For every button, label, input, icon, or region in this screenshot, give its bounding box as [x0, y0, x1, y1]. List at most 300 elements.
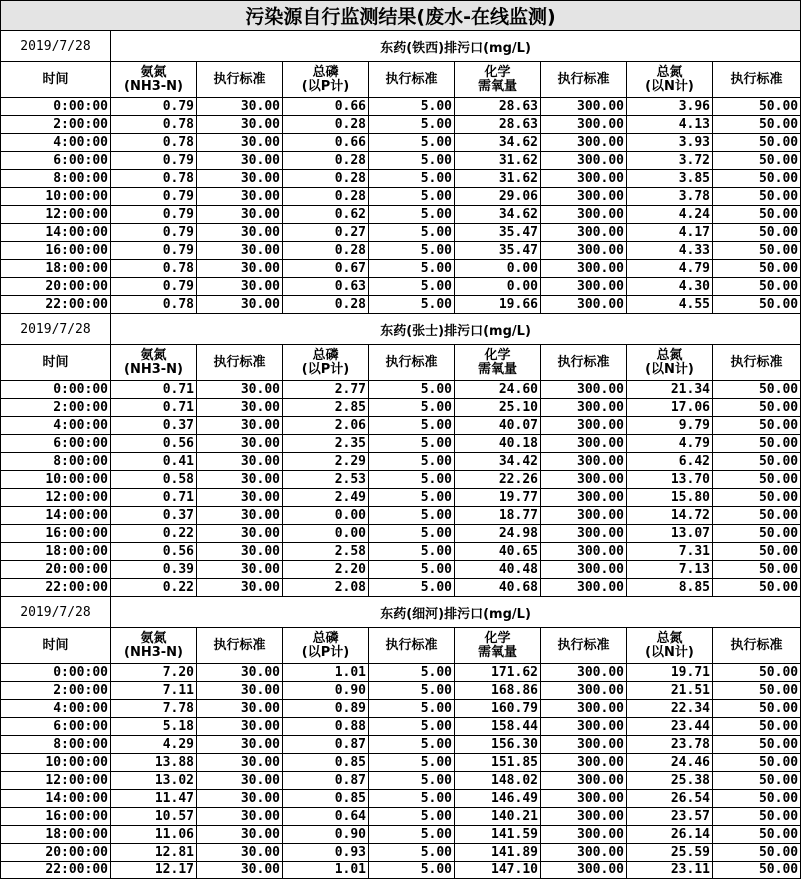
tp-value: 0.67 [283, 260, 369, 278]
tn-standard: 50.00 [713, 399, 801, 417]
tn-value: 23.57 [627, 808, 713, 826]
tp-value: 0.66 [283, 98, 369, 116]
tp-standard: 5.00 [369, 543, 455, 561]
tp-standard: 5.00 [369, 417, 455, 435]
table-row [1, 381, 801, 399]
table-row [1, 543, 801, 561]
nh3-value: 0.39 [111, 561, 197, 579]
table-row [1, 561, 801, 579]
header-tp-standard-line: 执行标准 [385, 637, 438, 653]
tp-value: 0.87 [283, 772, 369, 790]
time-cell: 4:00:00 [1, 700, 111, 718]
tp-value: 1.01 [283, 664, 369, 682]
cod-standard: 300.00 [541, 826, 627, 844]
table-row [1, 826, 801, 844]
report-title: 污染源自行监测结果(废水-在线监测) [1, 1, 801, 31]
time-cell: 16:00:00 [1, 525, 111, 543]
header-tn-standard-line: 执行标准 [730, 71, 783, 87]
table-row [1, 700, 801, 718]
tp-value: 0.93 [283, 844, 369, 862]
table-row [1, 170, 801, 188]
cod-value: 35.47 [455, 242, 541, 260]
header-tn-standard [713, 62, 801, 98]
cod-standard: 300.00 [541, 152, 627, 170]
tn-value: 15.80 [627, 489, 713, 507]
tn-standard: 50.00 [713, 543, 801, 561]
table-row [1, 736, 801, 754]
cod-standard: 300.00 [541, 664, 627, 682]
tp-standard: 5.00 [369, 152, 455, 170]
header-tn-line: (以N计) [645, 361, 694, 377]
cod-value: 148.02 [455, 772, 541, 790]
nh3-value: 0.78 [111, 296, 197, 314]
nh3-value: 0.78 [111, 170, 197, 188]
nh3-standard: 30.00 [197, 152, 283, 170]
header-tn-standard-line: 执行标准 [730, 637, 783, 653]
nh3-standard: 30.00 [197, 170, 283, 188]
nh3-value: 12.81 [111, 844, 197, 862]
nh3-value: 0.71 [111, 489, 197, 507]
tn-standard: 50.00 [713, 98, 801, 116]
time-cell: 8:00:00 [1, 453, 111, 471]
tp-value: 2.53 [283, 471, 369, 489]
tp-value: 0.63 [283, 278, 369, 296]
nh3-value: 11.06 [111, 826, 197, 844]
tn-value: 4.17 [627, 224, 713, 242]
tn-value: 21.34 [627, 381, 713, 399]
cod-standard: 300.00 [541, 471, 627, 489]
tn-standard: 50.00 [713, 844, 801, 862]
tn-standard: 50.00 [713, 278, 801, 296]
nh3-value: 0.79 [111, 188, 197, 206]
cod-standard: 300.00 [541, 862, 627, 879]
header-time-line: 时间 [42, 71, 69, 87]
header-cod-standard [541, 628, 627, 664]
header-tn [627, 62, 713, 98]
nh3-standard: 30.00 [197, 790, 283, 808]
cod-value: 40.68 [455, 579, 541, 597]
header-tn-line: (以N计) [645, 78, 694, 94]
cod-standard: 300.00 [541, 507, 627, 525]
tn-standard: 50.00 [713, 772, 801, 790]
column-header-row [1, 628, 801, 664]
tp-standard: 5.00 [369, 278, 455, 296]
table-row [1, 98, 801, 116]
tp-value: 2.77 [283, 381, 369, 399]
tn-standard: 50.00 [713, 453, 801, 471]
cod-standard: 300.00 [541, 736, 627, 754]
table-row [1, 844, 801, 862]
header-cod-standard-line: 执行标准 [557, 637, 610, 653]
section-date: 2019/7/28 [1, 31, 111, 62]
tp-value: 2.49 [283, 489, 369, 507]
tn-value: 23.44 [627, 718, 713, 736]
tn-standard: 50.00 [713, 826, 801, 844]
section-outlet-title: 东药(铁西)排污口(mg/L) [111, 31, 801, 62]
nh3-value: 0.71 [111, 399, 197, 417]
cod-standard: 300.00 [541, 116, 627, 134]
header-time [1, 62, 111, 98]
cod-value: 40.18 [455, 435, 541, 453]
cod-standard: 300.00 [541, 296, 627, 314]
tn-value: 7.31 [627, 543, 713, 561]
tn-standard: 50.00 [713, 862, 801, 879]
time-cell: 14:00:00 [1, 507, 111, 525]
tp-standard: 5.00 [369, 170, 455, 188]
tn-value: 3.85 [627, 170, 713, 188]
section-date: 2019/7/28 [1, 597, 111, 628]
tp-value: 2.58 [283, 543, 369, 561]
nh3-standard: 30.00 [197, 116, 283, 134]
time-cell: 10:00:00 [1, 754, 111, 772]
tp-standard: 5.00 [369, 664, 455, 682]
nh3-value: 5.18 [111, 718, 197, 736]
cod-value: 24.60 [455, 381, 541, 399]
cod-value: 34.42 [455, 453, 541, 471]
cod-value: 171.62 [455, 664, 541, 682]
tn-standard: 50.00 [713, 206, 801, 224]
header-tp-line: 总磷 [312, 630, 339, 646]
cod-value: 19.77 [455, 489, 541, 507]
tn-standard: 50.00 [713, 790, 801, 808]
nh3-value: 0.78 [111, 260, 197, 278]
table-row [1, 489, 801, 507]
header-tp-standard-line: 执行标准 [385, 71, 438, 87]
nh3-standard: 30.00 [197, 134, 283, 152]
time-cell: 10:00:00 [1, 188, 111, 206]
tp-value: 0.27 [283, 224, 369, 242]
nh3-standard: 30.00 [197, 844, 283, 862]
cod-value: 140.21 [455, 808, 541, 826]
time-cell: 20:00:00 [1, 561, 111, 579]
nh3-standard: 30.00 [197, 381, 283, 399]
time-cell: 16:00:00 [1, 808, 111, 826]
table-row [1, 116, 801, 134]
tp-value: 0.28 [283, 152, 369, 170]
cod-standard: 300.00 [541, 790, 627, 808]
tp-standard: 5.00 [369, 772, 455, 790]
nh3-value: 0.56 [111, 543, 197, 561]
nh3-value: 11.47 [111, 790, 197, 808]
nh3-value: 0.79 [111, 98, 197, 116]
tn-standard: 50.00 [713, 489, 801, 507]
nh3-value: 7.20 [111, 664, 197, 682]
header-nh3-standard-line: 执行标准 [213, 354, 266, 370]
header-tp-standard-line: 执行标准 [385, 354, 438, 370]
cod-standard: 300.00 [541, 278, 627, 296]
nh3-standard: 30.00 [197, 772, 283, 790]
time-cell: 22:00:00 [1, 862, 111, 879]
tp-value: 2.08 [283, 579, 369, 597]
tp-standard: 5.00 [369, 826, 455, 844]
header-tn-line: 总氮 [656, 630, 683, 646]
section-header [1, 314, 801, 345]
cod-standard: 300.00 [541, 417, 627, 435]
tn-value: 25.38 [627, 772, 713, 790]
tn-value: 21.51 [627, 682, 713, 700]
table-row [1, 471, 801, 489]
cod-value: 40.65 [455, 543, 541, 561]
cod-value: 40.07 [455, 417, 541, 435]
nh3-value: 0.79 [111, 224, 197, 242]
tp-standard: 5.00 [369, 435, 455, 453]
nh3-standard: 30.00 [197, 700, 283, 718]
tp-standard: 5.00 [369, 98, 455, 116]
time-cell: 14:00:00 [1, 790, 111, 808]
cod-standard: 300.00 [541, 381, 627, 399]
table-row [1, 579, 801, 597]
header-tn-standard-line: 执行标准 [730, 354, 783, 370]
tp-standard: 5.00 [369, 700, 455, 718]
header-cod-line: 化学 [484, 64, 511, 80]
nh3-standard: 30.00 [197, 417, 283, 435]
cod-standard: 300.00 [541, 242, 627, 260]
nh3-value: 0.79 [111, 278, 197, 296]
header-tp [283, 62, 369, 98]
tn-standard: 50.00 [713, 718, 801, 736]
cod-value: 0.00 [455, 260, 541, 278]
header-tp-line: (以P计) [301, 78, 350, 94]
cod-value: 19.66 [455, 296, 541, 314]
cod-standard: 300.00 [541, 399, 627, 417]
time-cell: 16:00:00 [1, 242, 111, 260]
tn-standard: 50.00 [713, 242, 801, 260]
cod-standard: 300.00 [541, 772, 627, 790]
table-row [1, 507, 801, 525]
tp-standard: 5.00 [369, 471, 455, 489]
tn-standard: 50.00 [713, 116, 801, 134]
nh3-standard: 30.00 [197, 862, 283, 879]
time-cell: 18:00:00 [1, 543, 111, 561]
tp-value: 0.90 [283, 826, 369, 844]
time-cell: 8:00:00 [1, 736, 111, 754]
nh3-standard: 30.00 [197, 808, 283, 826]
tn-standard: 50.00 [713, 134, 801, 152]
table-row [1, 206, 801, 224]
cod-standard: 300.00 [541, 700, 627, 718]
header-tn [627, 628, 713, 664]
header-tn-standard [713, 345, 801, 381]
tp-standard: 5.00 [369, 489, 455, 507]
time-cell: 18:00:00 [1, 260, 111, 278]
time-cell: 12:00:00 [1, 772, 111, 790]
nh3-value: 0.78 [111, 116, 197, 134]
table-row [1, 435, 801, 453]
nh3-standard: 30.00 [197, 278, 283, 296]
table-row [1, 790, 801, 808]
header-tp-line: 总磷 [312, 347, 339, 363]
header-nh3-standard-line: 执行标准 [213, 637, 266, 653]
nh3-standard: 30.00 [197, 561, 283, 579]
tn-value: 4.79 [627, 260, 713, 278]
tn-value: 7.13 [627, 561, 713, 579]
tp-standard: 5.00 [369, 453, 455, 471]
nh3-value: 7.11 [111, 682, 197, 700]
tp-standard: 5.00 [369, 579, 455, 597]
cod-value: 22.26 [455, 471, 541, 489]
tp-standard: 5.00 [369, 862, 455, 879]
tn-standard: 50.00 [713, 435, 801, 453]
column-header-row [1, 345, 801, 381]
cod-standard: 300.00 [541, 754, 627, 772]
header-cod [455, 628, 541, 664]
tn-standard: 50.00 [713, 664, 801, 682]
time-cell: 12:00:00 [1, 206, 111, 224]
tn-value: 3.93 [627, 134, 713, 152]
tn-value: 13.07 [627, 525, 713, 543]
cod-value: 28.63 [455, 98, 541, 116]
tn-value: 26.54 [627, 790, 713, 808]
nh3-standard: 30.00 [197, 826, 283, 844]
table-row [1, 242, 801, 260]
nh3-value: 0.79 [111, 206, 197, 224]
cod-value: 28.63 [455, 116, 541, 134]
tn-standard: 50.00 [713, 152, 801, 170]
header-nh3-line: (NH3-N) [124, 644, 183, 660]
nh3-standard: 30.00 [197, 579, 283, 597]
header-tp [283, 345, 369, 381]
tn-standard: 50.00 [713, 224, 801, 242]
tp-standard: 5.00 [369, 844, 455, 862]
table-row [1, 772, 801, 790]
tp-value: 0.28 [283, 188, 369, 206]
tp-value: 0.85 [283, 790, 369, 808]
nh3-value: 0.56 [111, 435, 197, 453]
tp-value: 0.87 [283, 736, 369, 754]
tp-value: 2.20 [283, 561, 369, 579]
tp-value: 0.88 [283, 718, 369, 736]
table-row [1, 754, 801, 772]
cod-value: 24.98 [455, 525, 541, 543]
header-tn-line: (以N计) [645, 644, 694, 660]
tp-standard: 5.00 [369, 242, 455, 260]
tp-value: 0.89 [283, 700, 369, 718]
time-cell: 20:00:00 [1, 278, 111, 296]
header-cod-standard-line: 执行标准 [557, 354, 610, 370]
header-tn-line: 总氮 [656, 64, 683, 80]
cod-value: 29.06 [455, 188, 541, 206]
tp-standard: 5.00 [369, 808, 455, 826]
cod-value: 147.10 [455, 862, 541, 879]
nh3-value: 13.88 [111, 754, 197, 772]
tn-standard: 50.00 [713, 525, 801, 543]
nh3-standard: 30.00 [197, 435, 283, 453]
time-cell: 6:00:00 [1, 435, 111, 453]
header-nh3-line: 氨氮 [140, 64, 167, 80]
tn-value: 4.79 [627, 435, 713, 453]
tn-standard: 50.00 [713, 417, 801, 435]
tp-standard: 5.00 [369, 790, 455, 808]
table-row [1, 718, 801, 736]
header-tp-standard [369, 628, 455, 664]
nh3-standard: 30.00 [197, 188, 283, 206]
tn-standard: 50.00 [713, 754, 801, 772]
nh3-value: 0.71 [111, 381, 197, 399]
tn-value: 24.46 [627, 754, 713, 772]
time-cell: 22:00:00 [1, 579, 111, 597]
nh3-standard: 30.00 [197, 260, 283, 278]
tp-standard: 5.00 [369, 296, 455, 314]
table-row [1, 224, 801, 242]
header-cod-line: 需氧量 [477, 644, 517, 660]
tp-value: 0.28 [283, 296, 369, 314]
tp-value: 1.01 [283, 862, 369, 879]
nh3-standard: 30.00 [197, 682, 283, 700]
header-tn-line: 总氮 [656, 347, 683, 363]
nh3-standard: 30.00 [197, 718, 283, 736]
time-cell: 22:00:00 [1, 296, 111, 314]
tp-value: 0.28 [283, 242, 369, 260]
nh3-standard: 30.00 [197, 206, 283, 224]
cod-standard: 300.00 [541, 844, 627, 862]
tp-standard: 5.00 [369, 381, 455, 399]
nh3-standard: 30.00 [197, 736, 283, 754]
nh3-standard: 30.00 [197, 242, 283, 260]
nh3-value: 0.79 [111, 242, 197, 260]
header-tp-standard [369, 62, 455, 98]
cod-standard: 300.00 [541, 453, 627, 471]
tp-standard: 5.00 [369, 718, 455, 736]
cod-value: 146.49 [455, 790, 541, 808]
table-row [1, 188, 801, 206]
nh3-value: 0.22 [111, 579, 197, 597]
table-row [1, 664, 801, 682]
cod-value: 141.89 [455, 844, 541, 862]
tp-standard: 5.00 [369, 682, 455, 700]
nh3-standard: 30.00 [197, 507, 283, 525]
header-cod [455, 62, 541, 98]
table-row [1, 260, 801, 278]
header-cod-line: 需氧量 [477, 361, 517, 377]
tp-standard: 5.00 [369, 134, 455, 152]
time-cell: 20:00:00 [1, 844, 111, 862]
tn-standard: 50.00 [713, 700, 801, 718]
tp-standard: 5.00 [369, 399, 455, 417]
time-cell: 6:00:00 [1, 718, 111, 736]
header-nh3-line: (NH3-N) [124, 78, 183, 94]
time-cell: 6:00:00 [1, 152, 111, 170]
tp-standard: 5.00 [369, 561, 455, 579]
header-cod-standard-line: 执行标准 [557, 71, 610, 87]
table-row [1, 417, 801, 435]
tp-standard: 5.00 [369, 224, 455, 242]
section-outlet-title: 东药(细河)排污口(mg/L) [111, 597, 801, 628]
tp-value: 2.85 [283, 399, 369, 417]
header-time [1, 345, 111, 381]
header-nh3-line: (NH3-N) [124, 361, 183, 377]
time-cell: 8:00:00 [1, 170, 111, 188]
tn-value: 4.33 [627, 242, 713, 260]
time-cell: 4:00:00 [1, 417, 111, 435]
tp-standard: 5.00 [369, 754, 455, 772]
table-row [1, 278, 801, 296]
cod-value: 35.47 [455, 224, 541, 242]
tn-value: 17.06 [627, 399, 713, 417]
tn-value: 23.78 [627, 736, 713, 754]
tn-value: 22.34 [627, 700, 713, 718]
table-row [1, 399, 801, 417]
cod-value: 25.10 [455, 399, 541, 417]
cod-value: 156.30 [455, 736, 541, 754]
nh3-standard: 30.00 [197, 296, 283, 314]
header-nh3 [111, 345, 197, 381]
tp-value: 0.00 [283, 525, 369, 543]
cod-standard: 300.00 [541, 682, 627, 700]
cod-standard: 300.00 [541, 98, 627, 116]
time-cell: 12:00:00 [1, 489, 111, 507]
cod-standard: 300.00 [541, 525, 627, 543]
tp-standard: 5.00 [369, 188, 455, 206]
